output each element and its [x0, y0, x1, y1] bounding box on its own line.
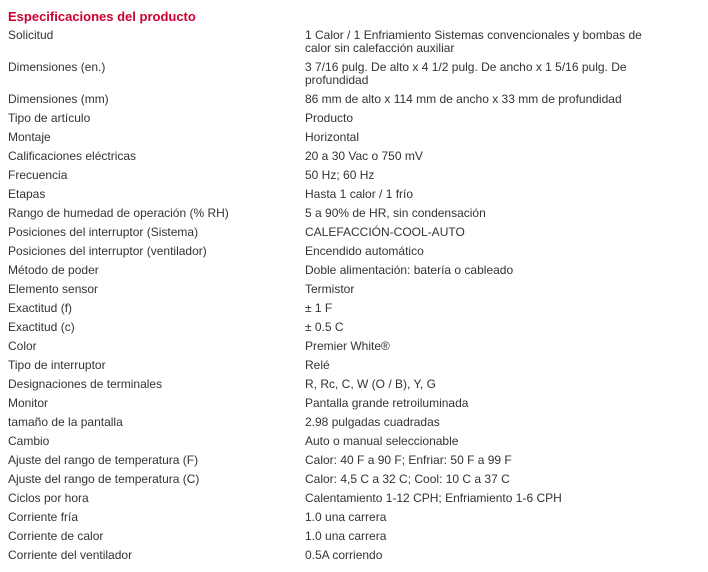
spec-row [0, 109, 708, 128]
spec-row [0, 318, 708, 337]
spec-value: Premier White® [305, 339, 390, 353]
spec-label: Designaciones de terminales [8, 377, 163, 391]
spec-row [0, 470, 708, 489]
spec-row [0, 26, 708, 58]
spec-value: Encendido automático [305, 244, 424, 258]
spec-value: 50 Hz; 60 Hz [305, 168, 375, 182]
spec-row [0, 356, 708, 375]
spec-row [0, 223, 708, 242]
spec-label: Calificaciones eléctricas [8, 149, 137, 163]
spec-row [0, 147, 708, 166]
spec-row [0, 394, 708, 413]
spec-value: CALEFACCIÓN-COOL-AUTO [305, 225, 465, 239]
spec-value: ± 0.5 C [305, 320, 344, 334]
spec-value: 1.0 una carrera [305, 510, 387, 524]
spec-value: Termistor [305, 282, 355, 296]
spec-label: Ciclos por hora [8, 491, 89, 505]
spec-row [0, 280, 708, 299]
spec-label: Etapas [8, 187, 46, 201]
spec-value: Relé [305, 358, 330, 372]
spec-row [0, 90, 708, 109]
spec-row [0, 451, 708, 470]
spec-row [0, 432, 708, 451]
spec-label: Exactitud (c) [8, 320, 75, 334]
spec-label: Frecuencia [8, 168, 68, 182]
spec-value: R, Rc, C, W (O / B), Y, G [305, 377, 436, 391]
spec-label: Cambio [8, 434, 50, 448]
spec-label: Dimensiones (mm) [8, 92, 109, 106]
spec-label: Dimensiones (en.) [8, 60, 106, 74]
spec-row [0, 413, 708, 432]
spec-row [0, 58, 708, 90]
spec-value: ± 1 F [305, 301, 333, 315]
spec-row [0, 185, 708, 204]
spec-row [0, 546, 708, 565]
spec-value: Calor: 4,5 C a 32 C; Cool: 10 C a 37 C [305, 472, 510, 486]
spec-row [0, 375, 708, 394]
spec-row [0, 204, 708, 223]
spec-label: Método de poder [8, 263, 99, 277]
spec-row [0, 489, 708, 508]
spec-label: Corriente del ventilador [8, 548, 133, 562]
spec-label: Rango de humedad de operación (% RH) [8, 206, 229, 220]
spec-value: Pantalla grande retroiluminada [305, 396, 469, 410]
spec-label: Monitor [8, 396, 49, 410]
spec-value: 2.98 pulgadas cuadradas [305, 415, 440, 429]
spec-value: 1 Calor / 1 Enfriamiento Sistemas convencionales y bombas de calor sin calefacción auxiliar [305, 28, 642, 55]
spec-value: 0.5A corriendo [305, 548, 383, 562]
spec-value: Producto [305, 111, 354, 125]
spec-row [0, 261, 708, 280]
spec-row [0, 166, 708, 185]
page-title: Especificaciones del producto [8, 9, 196, 24]
spec-row [0, 508, 708, 527]
spec-label: Ajuste del rango de temperatura (C) [8, 472, 200, 486]
spec-label: Elemento sensor [8, 282, 99, 296]
spec-row [0, 128, 708, 147]
spec-label: Solicitud [8, 28, 54, 42]
spec-value: 20 a 30 Vac o 750 mV [305, 149, 423, 163]
spec-row [0, 337, 708, 356]
spec-label: Corriente fría [8, 510, 79, 524]
spec-label: Posiciones del interruptor (Sistema) [8, 225, 199, 239]
spec-value: Hasta 1 calor / 1 frío [305, 187, 414, 201]
spec-value: 86 mm de alto x 114 mm de ancho x 33 mm de profundidad [305, 92, 622, 106]
spec-label: Posiciones del interruptor (ventilador) [8, 244, 207, 258]
spec-label: Corriente de calor [8, 529, 104, 543]
spec-value: Calentamiento 1-12 CPH; Enfriamiento 1-6 CPH [305, 491, 562, 505]
spec-table [0, 26, 708, 565]
spec-value: Doble alimentación: batería o cableado [305, 263, 514, 277]
spec-value: Calor: 40 F a 90 F; Enfriar: 50 F a 99 F [305, 453, 512, 467]
spec-label: Tipo de interruptor [8, 358, 106, 372]
spec-value: 1.0 una carrera [305, 529, 387, 543]
spec-label: Color [8, 339, 37, 353]
spec-row [0, 527, 708, 546]
spec-label: Ajuste del rango de temperatura (F) [8, 453, 199, 467]
spec-row [0, 242, 708, 261]
spec-label: Montaje [8, 130, 51, 144]
spec-label: tamaño de la pantalla [8, 415, 123, 429]
spec-row [0, 299, 708, 318]
spec-value: Auto o manual seleccionable [305, 434, 459, 448]
spec-label: Tipo de artículo [8, 111, 91, 125]
spec-value: 3 7/16 pulg. De alto x 4 1/2 pulg. De ancho x 1 5/16 pulg. De profundidad [305, 60, 627, 87]
spec-value: 5 a 90% de HR, sin condensación [305, 206, 486, 220]
spec-value: Horizontal [305, 130, 360, 144]
spec-label: Exactitud (f) [8, 301, 73, 315]
